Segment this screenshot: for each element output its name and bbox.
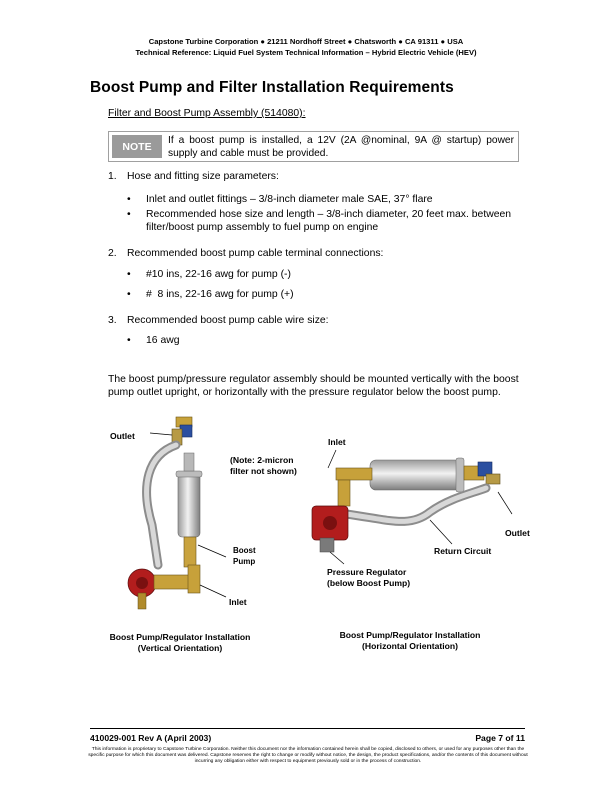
bullet-text: Inlet and outlet fittings – 3/8-inch diameter male SAE, 37° flare bbox=[146, 194, 433, 205]
note-box bbox=[108, 131, 519, 162]
horizontal-caption-line2: (Horizontal Orientation) bbox=[362, 641, 458, 651]
horizontal-assembly-photo bbox=[300, 448, 528, 568]
footer-doc-id: 410029-001 Rev A (April 2003) bbox=[90, 733, 212, 743]
horizontal-below-label: (below Boost Pump) bbox=[327, 578, 411, 588]
list-text: Hose and fitting size parameters: bbox=[127, 171, 279, 182]
vertical-boost-pump-label: Boost Pump bbox=[233, 546, 256, 566]
horizontal-inlet-label: Inlet bbox=[328, 437, 346, 447]
bullet-icon: • bbox=[127, 335, 131, 346]
note-text: If a boost pump is installed, a 12V (2A @nominal, 9A @ startup) power supply and cable must be provided. bbox=[168, 135, 514, 159]
horizontal-outlet-label: Outlet bbox=[505, 528, 530, 538]
list-number: 3. bbox=[108, 315, 117, 326]
bullet-text: #10 ins, 22-16 awg for pump (-) bbox=[146, 269, 291, 280]
section-subtitle: Filter and Boost Pump Assembly (514080): bbox=[108, 108, 306, 119]
vertical-assembly-photo bbox=[118, 415, 228, 615]
bullet-text: 16 awg bbox=[146, 335, 180, 346]
vertical-caption-line1: Boost Pump/Regulator Installation bbox=[109, 632, 251, 642]
orientation-paragraph: The boost pump/pressure regulator assembly should be mounted vertically with the boost pump outlet upright, or horizontally with the pressure regulator below the boost pump. bbox=[108, 374, 519, 398]
list-text: Recommended boost pump cable terminal connections: bbox=[127, 248, 384, 259]
bullet-text: Recommended hose size and length – 3/8-inch diameter, 20 feet max. between filter/boost pump assembly to fuel pump on engine bbox=[146, 209, 512, 233]
horizontal-pressure-regulator-label: Pressure Regulator bbox=[327, 567, 407, 577]
bullet-icon: • bbox=[127, 194, 131, 205]
vertical-caption-line2: (Vertical Orientation) bbox=[137, 643, 223, 653]
note-label: NOTE bbox=[112, 135, 162, 158]
list-number: 1. bbox=[108, 171, 117, 182]
footer-disclaimer: This information is proprietary to Capstone Turbine Corporation. Neither this document nor the information contained herein shall be copied, disclosed to others, or used for any purposes other than the specific purpose for which this document was delivered. Capstone reserves the right to change or modify without notice, the design, the product specifications, and/or the contents of this document without incurring any obligation either with respect to equipment previously sold or in the process of construction. bbox=[88, 747, 528, 765]
footer-divider bbox=[90, 728, 525, 729]
bullet-icon: • bbox=[127, 209, 131, 220]
bullet-icon: • bbox=[127, 269, 131, 280]
vertical-outlet-label: Outlet bbox=[110, 431, 135, 441]
header-doc-title: Technical Reference: Liquid Fuel System Technical Information – Hybrid Electric Vehicle (HEV) bbox=[135, 48, 477, 57]
section-title: Boost Pump and Filter Installation Requirements bbox=[90, 79, 454, 96]
header-address: Capstone Turbine Corporation ● 21211 Nordhoff Street ● Chatsworth ● CA 91311 ● USA bbox=[148, 37, 464, 46]
bullet-text: # 8 ins, 22-16 awg for pump (+) bbox=[146, 289, 294, 300]
bullet-icon: • bbox=[127, 289, 131, 300]
horizontal-caption-line1: Boost Pump/Regulator Installation bbox=[339, 630, 481, 640]
horizontal-return-circuit-label: Return Circuit bbox=[434, 546, 492, 556]
footer-page-number: Page 7 of 11 bbox=[475, 733, 525, 743]
list-number: 2. bbox=[108, 248, 117, 259]
list-text: Recommended boost pump cable wire size: bbox=[127, 315, 329, 326]
vertical-inlet-label: Inlet bbox=[229, 597, 247, 607]
vertical-filter-note: (Note: 2-micron filter not shown) bbox=[230, 455, 297, 476]
